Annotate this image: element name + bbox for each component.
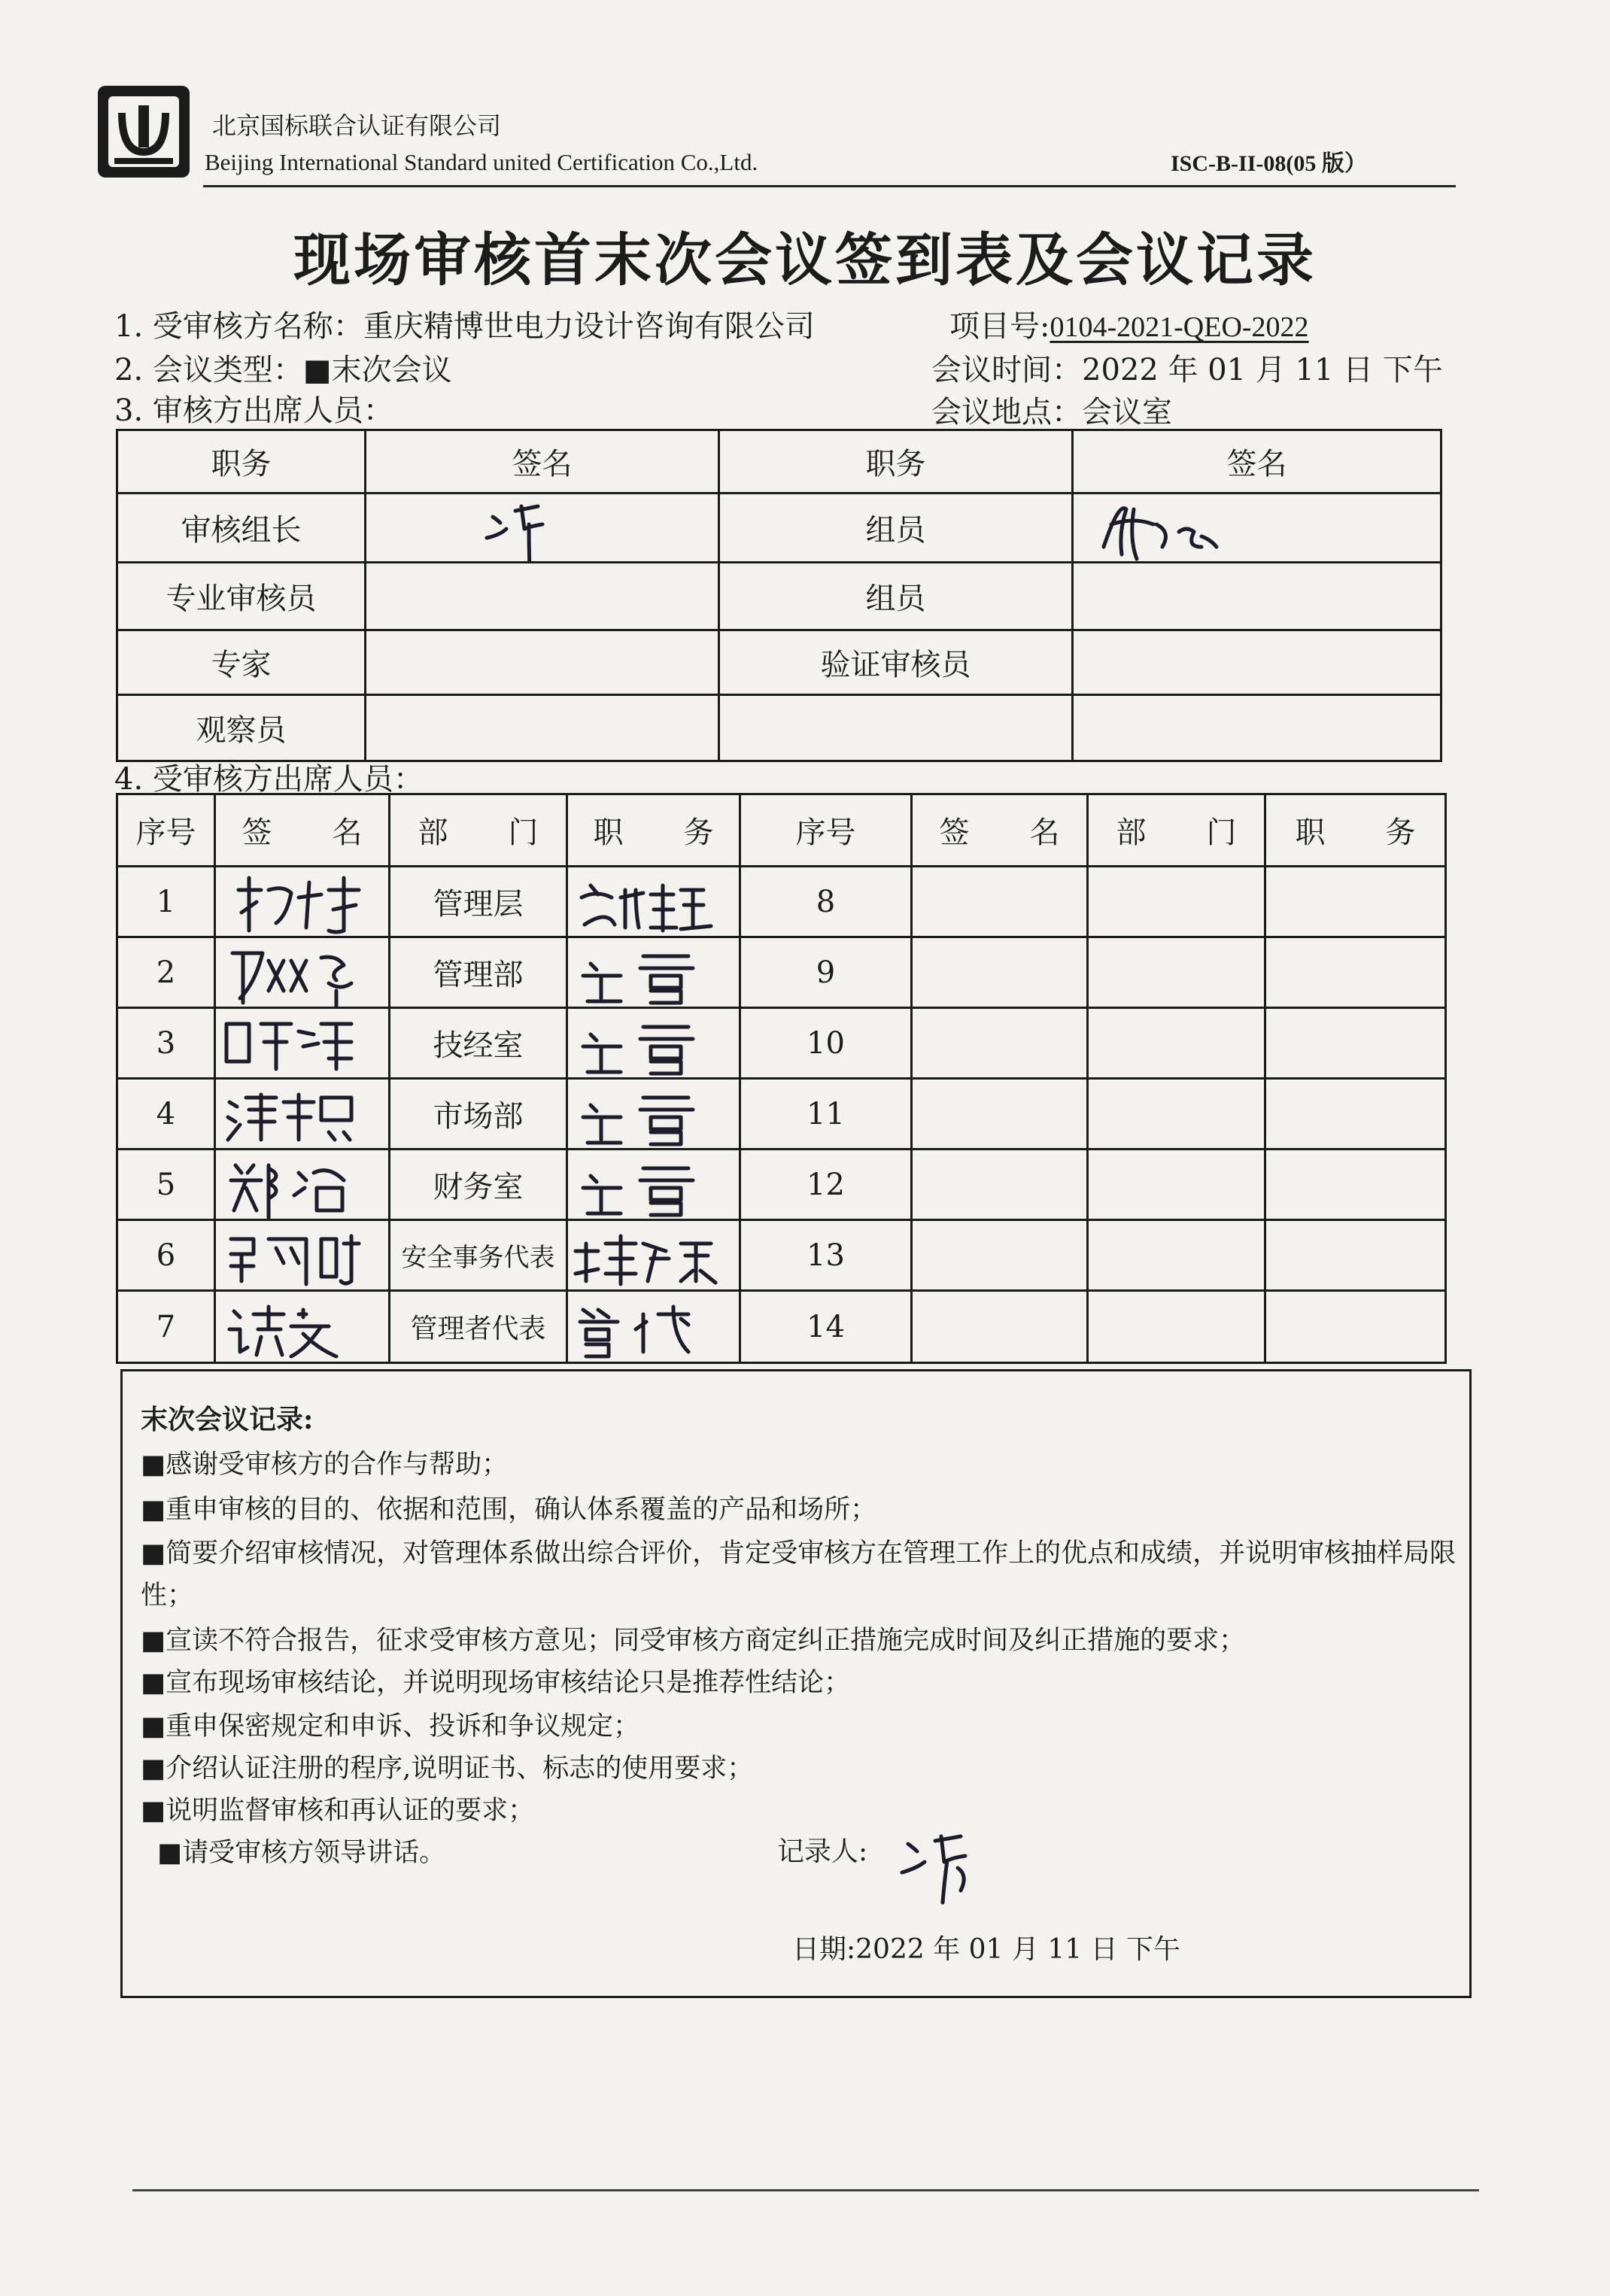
row-number: 3 — [117, 1008, 215, 1079]
handwritten-signature — [216, 1080, 390, 1150]
role-cell: 专家 — [117, 630, 366, 695]
meeting-type-label: 2. 会议类型： — [114, 353, 303, 387]
signature-cell — [366, 563, 719, 630]
signature-cell — [215, 867, 390, 937]
row-number: 10 — [740, 1008, 912, 1079]
table-row — [117, 1220, 1446, 1291]
record-item: ■感谢受审核方的合作与帮助； — [141, 1450, 509, 1480]
auditee-table-header — [117, 794, 1446, 867]
handwritten-position — [568, 1292, 740, 1362]
signature-cell — [1073, 695, 1441, 761]
role-cell — [719, 695, 1073, 761]
auditee-attendees-label: 4. 受审核方出席人员： — [114, 762, 424, 797]
department-cell — [1088, 937, 1265, 1008]
record-item: ■请受审核方领导讲话。 — [157, 1838, 446, 1868]
handwritten-signature — [216, 1292, 390, 1362]
signature-cell — [912, 937, 1088, 1008]
signature-cell — [912, 1079, 1088, 1150]
department-cell — [1088, 1220, 1265, 1291]
page-title: 现场审核首末次会议签到表及会议记录 — [293, 226, 1317, 293]
header-divider — [203, 185, 1456, 187]
signature-cell — [215, 1150, 390, 1220]
header-role: 职务 — [719, 430, 1073, 494]
table-row — [117, 867, 1446, 937]
role-cell: 专业审核员 — [117, 563, 366, 630]
position-cell — [567, 1079, 740, 1150]
table-row — [117, 1150, 1446, 1220]
handwritten-signature — [366, 494, 719, 563]
meeting-time-label: 会议时间： — [931, 353, 1082, 387]
row-number: 8 — [740, 867, 912, 937]
handwritten-signature — [1074, 494, 1441, 563]
auditor-attendees-label: 3. 审核方出席人员： — [114, 393, 393, 428]
role-cell: 验证审核员 — [719, 630, 1073, 695]
auditor-row — [117, 563, 1441, 630]
department-cell: 市场部 — [390, 1079, 567, 1150]
department-cell: 管理部 — [390, 937, 567, 1008]
row-number: 2 — [117, 937, 215, 1008]
signature-cell — [215, 1220, 390, 1291]
header-position: 职 务 — [1265, 794, 1446, 867]
signature-cell — [366, 695, 719, 761]
company-name-cn: 北京国标联合认证有限公司 — [212, 111, 502, 140]
row-number: 1 — [117, 867, 215, 937]
role-cell: 观察员 — [117, 695, 366, 761]
record-item: ■宣读不符合报告，征求受审核方意见；同受审核方商定纠正措施完成时间及纠正措施的要求； — [141, 1626, 1246, 1656]
department-cell — [1088, 867, 1265, 937]
signature-cell — [366, 494, 719, 563]
records-title: 末次会议记录: — [141, 1404, 314, 1435]
auditee-line — [114, 302, 815, 345]
signature-cell — [1073, 630, 1441, 695]
position-cell — [567, 867, 740, 937]
signature-cell — [215, 1291, 390, 1363]
auditor-row — [117, 630, 1441, 695]
row-number: 9 — [740, 937, 912, 1008]
position-cell — [1265, 1008, 1446, 1079]
meeting-time-value: 2022 年 01 月 11 日 下午 — [1082, 353, 1443, 387]
meeting-time-line — [931, 346, 1443, 389]
position-cell — [1265, 867, 1446, 937]
header-signature: 签名 — [366, 430, 719, 494]
position-cell — [567, 1220, 740, 1291]
meeting-records-box — [120, 1369, 1472, 1998]
handwritten-signature — [216, 1150, 390, 1220]
position-cell — [567, 1291, 740, 1363]
row-number: 6 — [117, 1220, 215, 1291]
department-cell — [1088, 1150, 1265, 1220]
position-cell — [567, 1008, 740, 1079]
position-cell — [567, 937, 740, 1008]
record-item: ■简要介绍审核情况，对管理体系做出综合评价，肯定受审核方在管理工作上的优点和成绩，并说明审核抽样局限性； — [141, 1538, 1457, 1611]
position-cell — [1265, 937, 1446, 1008]
meeting-type-value: ■末次会议 — [302, 353, 452, 387]
signature-cell — [215, 1079, 390, 1150]
role-cell: 审核组长 — [117, 494, 366, 563]
auditor-row — [117, 494, 1441, 563]
company-logo — [95, 83, 193, 181]
signature-cell — [215, 937, 390, 1008]
row-number: 13 — [740, 1220, 912, 1291]
signature-cell — [1073, 563, 1441, 630]
row-number: 5 — [117, 1150, 215, 1220]
record-item: ■重申审核的目的、依据和范围，确认体系覆盖的产品和场所； — [141, 1495, 877, 1525]
header-no: 序号 — [117, 794, 215, 867]
department-cell: 安全事务代表 — [390, 1220, 567, 1291]
signature-cell — [912, 867, 1088, 937]
form-code: ISC-B-II-08(05 版） — [1171, 151, 1367, 176]
project-label: 项目号: — [949, 309, 1050, 344]
table-row — [117, 937, 1446, 1008]
record-item: ■说明监督审核和再认证的要求； — [141, 1796, 535, 1826]
handwritten-position — [568, 938, 740, 1008]
header-department: 部 门 — [390, 794, 567, 867]
handwritten-signature — [898, 1830, 1018, 1913]
signature-cell — [1073, 494, 1441, 563]
date-value: 2022 年 01 月 11 日 下午 — [855, 1934, 1181, 1965]
row-number: 4 — [117, 1079, 215, 1150]
signature-cell — [912, 1150, 1088, 1220]
auditor-table — [116, 429, 1442, 762]
department-cell — [1088, 1079, 1265, 1150]
department-cell: 管理者代表 — [390, 1291, 567, 1363]
record-item: ■宣布现场审核结论，并说明现场审核结论只是推荐性结论； — [141, 1668, 851, 1698]
company-name-en: Beijing International Standard united Certification Co.,Ltd. — [205, 149, 758, 175]
position-cell — [1265, 1220, 1446, 1291]
row-number: 11 — [740, 1079, 912, 1150]
record-date-line — [792, 1928, 1180, 1966]
signature-cell — [912, 1008, 1088, 1079]
auditee-label: 1. 受审核方名称： — [114, 309, 363, 344]
auditee-name: 重庆精博世电力设计咨询有限公司 — [363, 309, 815, 344]
handwritten-position — [568, 1150, 740, 1220]
position-cell — [1265, 1079, 1446, 1150]
header-signature: 签 名 — [912, 794, 1088, 867]
auditor-table-header — [117, 430, 1441, 494]
date-label: 日期: — [792, 1934, 856, 1965]
row-number: 7 — [117, 1291, 215, 1363]
handwritten-position — [568, 1221, 740, 1291]
department-cell: 管理层 — [390, 867, 567, 937]
row-number: 14 — [740, 1291, 912, 1363]
handwritten-signature — [216, 1221, 390, 1291]
signature-cell — [912, 1220, 1088, 1291]
recorder-signature — [898, 1830, 1018, 1916]
table-row — [117, 1291, 1446, 1363]
project-number: 0104-2021-QEO-2022 — [1050, 311, 1309, 343]
department-cell — [1088, 1008, 1265, 1079]
table-row — [117, 1008, 1446, 1079]
department-cell — [1088, 1291, 1265, 1363]
meeting-place-label: 会议地点： — [931, 395, 1082, 430]
handwritten-position — [568, 867, 740, 937]
table-row — [117, 1079, 1446, 1150]
header-department: 部 门 — [1088, 794, 1265, 867]
signature-cell — [366, 630, 719, 695]
meeting-place-line — [931, 388, 1172, 431]
handwritten-position — [568, 1009, 740, 1079]
footer-divider — [132, 2189, 1479, 2191]
handwritten-signature — [216, 938, 390, 1008]
meeting-type-line — [114, 346, 452, 389]
role-cell: 组员 — [719, 494, 1073, 563]
department-cell: 技经室 — [390, 1008, 567, 1079]
department-cell: 财务室 — [390, 1150, 567, 1220]
position-cell — [567, 1150, 740, 1220]
header-signature: 签 名 — [215, 794, 390, 867]
header-signature: 签名 — [1073, 430, 1441, 494]
position-cell — [1265, 1291, 1446, 1363]
recorder-label: 记录人: — [777, 1836, 868, 1867]
header-no: 序号 — [740, 794, 912, 867]
meeting-place-value: 会议室 — [1082, 395, 1172, 430]
record-item: ■重申保密规定和申诉、投诉和争议规定； — [141, 1711, 640, 1742]
handwritten-signature — [216, 1009, 390, 1079]
auditor-row — [117, 695, 1441, 761]
position-cell — [1265, 1150, 1446, 1220]
signature-cell — [215, 1008, 390, 1079]
project-line — [949, 302, 1309, 345]
handwritten-signature — [216, 867, 390, 937]
handwritten-position — [568, 1080, 740, 1150]
row-number: 12 — [740, 1150, 912, 1220]
role-cell: 组员 — [719, 563, 1073, 630]
auditee-table — [116, 793, 1447, 1364]
signature-cell — [912, 1291, 1088, 1363]
header-role: 职务 — [117, 430, 366, 494]
header-position: 职 务 — [567, 794, 740, 867]
record-item: ■介绍认证注册的程序,说明证书、标志的使用要求； — [141, 1754, 754, 1784]
